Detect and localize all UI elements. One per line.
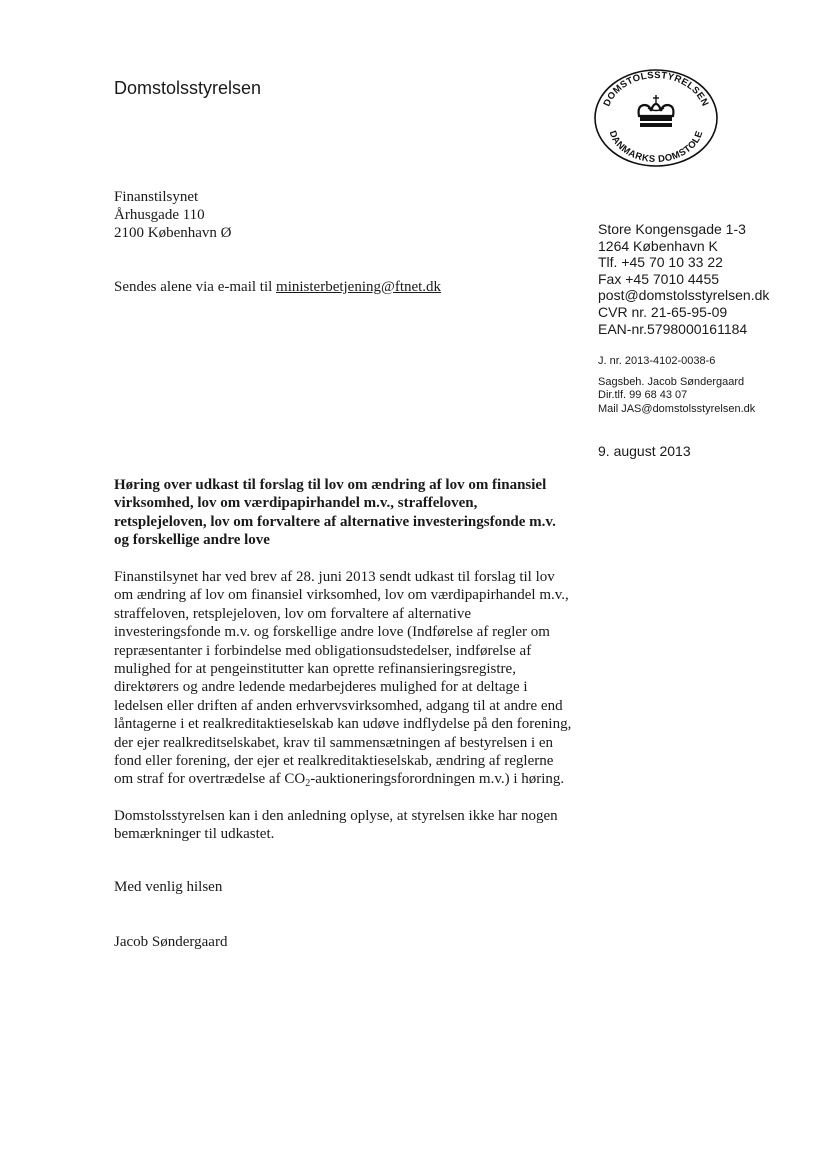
body-line: Finanstilsynet har ved brev af 28. juni 2013 sendt udkast til forslag til lov [114,569,555,585]
sender-address [598,221,769,337]
sender-street: Store Kongensgade 1-3 [598,221,746,237]
sender-cvr: CVR nr. 21-65-95-09 [598,303,728,320]
recipient-city: 2100 København Ø [114,225,232,241]
subject-line: retsplejeloven, lov om forvaltere af alternative investeringsfonde m.v. [114,513,556,530]
signatory-name: Jacob Søndergaard [114,934,228,950]
delivery-note [114,279,441,296]
letter-date: 9. august 2013 [598,443,691,459]
body-line: repræsentanter i forbindelse med obligationsudstedelser, indførelse af [114,642,532,659]
body-line: straffeloven, retsplejeloven, lov om forvaltere af alternative [114,605,472,622]
body-line: mulighed for at pengeinstitutter kan oprette refinansieringsregistre, [114,661,516,678]
body-line: ledelsen eller driften af anden erhvervsvirksomhed, adgang til at andre end [114,697,563,714]
body-line: der ejer realkreditselskabet, krav til sammensætningen af bestyrelsen i en [114,734,554,751]
body-line: fond eller forening, der ejer et realkreditaktieselskab, ændring af reglerne [114,753,554,770]
subject-line: og forskellige andre love [114,532,270,549]
seal-top-text: DOMSTOLSSTYRELSEN [601,69,711,109]
body-paragraph-2 [114,807,614,844]
case-info [598,355,755,416]
subject-line: virksomhed, lov om værdipapirhandel m.v., straffeloven, [114,495,478,512]
body-line-text: om straf for overtrædelse af CO [114,771,306,788]
sender-email: post@domstolsstyrelsen.dk [598,287,770,304]
svg-text:DANMARKS DOMSTOLE [607,129,706,165]
domstolsstyrelsen-seal-icon [593,68,719,168]
case-handler: Sagsbeh. Jacob Søndergaard [598,376,745,389]
body-line: bemærkninger til udkastet. [114,826,275,843]
sender-ean: EAN-nr.5798000161184 [598,320,748,337]
journal-number: J. nr. 2013-4102-0038-6 [598,355,716,367]
delivery-prefix: Sendes alene via e-mail til [114,279,277,295]
body-line: om ændring af lov om finansiel virksomhed, lov om værdipapirhandel m.v., [114,587,569,604]
crown-icon [639,95,674,127]
letter-subject [114,476,604,550]
sender-fax: Fax +45 7010 4455 [598,270,720,287]
subject-line: Høring over udkast til forslag til lov om ændring af lov om finansiel [114,477,547,493]
case-direct-phone: Dir.tlf. 99 68 43 07 [598,389,688,402]
recipient-name: Finanstilsynet [114,189,199,205]
body-line: direktørers og andre ledende medarbejderes mulighed for at deltage i [114,679,528,696]
body-line: investeringsfonde m.v. og forskellige andre love (Indførelse af regler om [114,624,550,641]
seal-bottom-text: DANMARKS DOMSTOLE [606,129,706,166]
sender-phone: Tlf. +45 70 10 33 22 [598,254,723,271]
closing-greeting: Med venlig hilsen [114,879,223,895]
body-line: låntagerne i et realkreditaktieselskab kan udøve indflydelse på den forening, [114,716,572,733]
body-line-text: -auktioneringsforordningen m.v.) i høring. [310,771,565,788]
body-line-last [114,770,614,788]
recipient-address [114,188,231,242]
recipient-street: Århusgade 110 [114,207,205,223]
co2-subscript: 2 [305,778,311,790]
body-line: Domstolsstyrelsen kan i den anledning oplyse, at styrelsen ikke har nogen [114,808,558,824]
case-handler-email: Mail JAS@domstolsstyrelsen.dk [598,402,756,415]
delivery-email-link[interactable]: ministerbetjening@ftnet.dk [276,279,442,295]
org-name: Domstolsstyrelsen [114,78,262,98]
body-paragraph-1 [114,568,614,789]
sender-city: 1264 København K [598,237,718,254]
